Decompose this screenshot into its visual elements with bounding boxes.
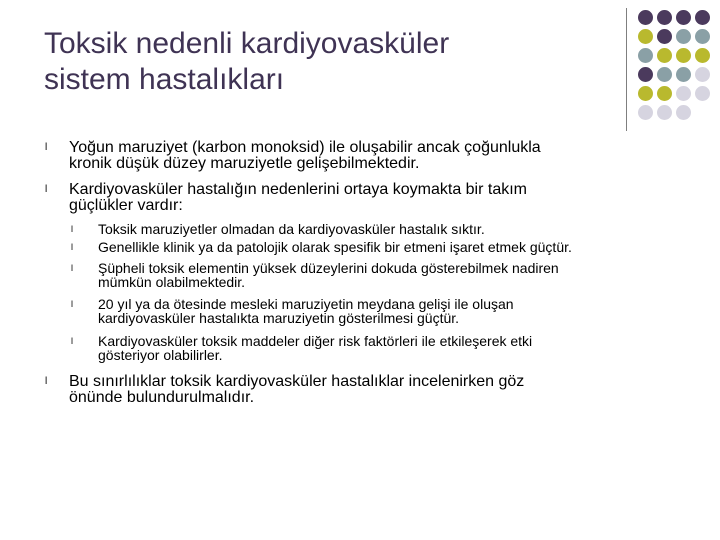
bullet-line: gösteriyor olabilirler. bbox=[98, 347, 223, 363]
bullet-line: Yoğun maruziyet (karbon monoksid) ile oluşabilir ancak çoğunlukla bbox=[69, 139, 541, 156]
bullet-line: kronik düşük düzey maruziyetle gelişebilmektedir. bbox=[69, 155, 420, 172]
bullet-line: mümkün olabilmektedir. bbox=[98, 274, 246, 290]
bullet-marker: l bbox=[71, 336, 73, 346]
sub-bullet-text bbox=[98, 297, 698, 325]
bullet-line: Bu sınırlılıklar toksik kardiyovasküler hastalıklar incelenirken göz bbox=[69, 373, 525, 390]
sub-bullet-text bbox=[98, 261, 698, 289]
bullet-text bbox=[69, 182, 689, 214]
bullet-marker: l bbox=[71, 299, 73, 309]
bullet-line: Kardiyovasküler hastalığın nedenlerini ortaya koymakta bir takım bbox=[69, 181, 527, 198]
bullet-marker: l bbox=[71, 263, 73, 273]
bullet-line: Genellikle klinik ya da patolojik olarak spesifik bir etmeni işaret etmek güçtür. bbox=[98, 239, 572, 255]
bullet-line: Şüpheli toksik elementin yüksek düzeylerini dokuda gösterebilmek nadiren bbox=[98, 260, 559, 276]
sub-bullet-text bbox=[98, 240, 698, 254]
bullet-marker: l bbox=[45, 376, 48, 387]
slide-title-line-2: sistem hastalıkları bbox=[44, 63, 285, 96]
bullet-line: Toksik maruziyetler olmadan da kardiyovasküler hastalık sıktır. bbox=[98, 221, 485, 237]
bullet-text bbox=[69, 140, 689, 172]
bullet-marker: l bbox=[71, 224, 73, 234]
sub-bullet-text bbox=[98, 222, 698, 236]
bullet-marker: l bbox=[45, 184, 48, 195]
bullet-line: önünde bulundurulmalıdır. bbox=[69, 389, 255, 406]
bullet-marker: l bbox=[71, 242, 73, 252]
bullet-marker: l bbox=[45, 142, 48, 153]
bullet-line: Kardiyovasküler toksik maddeler diğer risk faktörleri ile etkileşerek etki bbox=[98, 333, 533, 349]
slide-title-line-1: Toksik nedenli kardiyovasküler bbox=[44, 27, 450, 60]
bullet-line: güçlükler vardır: bbox=[69, 197, 183, 214]
bullet-text bbox=[69, 374, 689, 406]
bullet-line: 20 yıl ya da ötesinde mesleki maruziyetin meydana gelişi ile oluşan bbox=[98, 296, 514, 312]
bullet-line: kardiyovasküler hastalıkta maruziyetin gösterilmesi güçtür. bbox=[98, 310, 460, 326]
sub-bullet-text bbox=[98, 334, 698, 362]
